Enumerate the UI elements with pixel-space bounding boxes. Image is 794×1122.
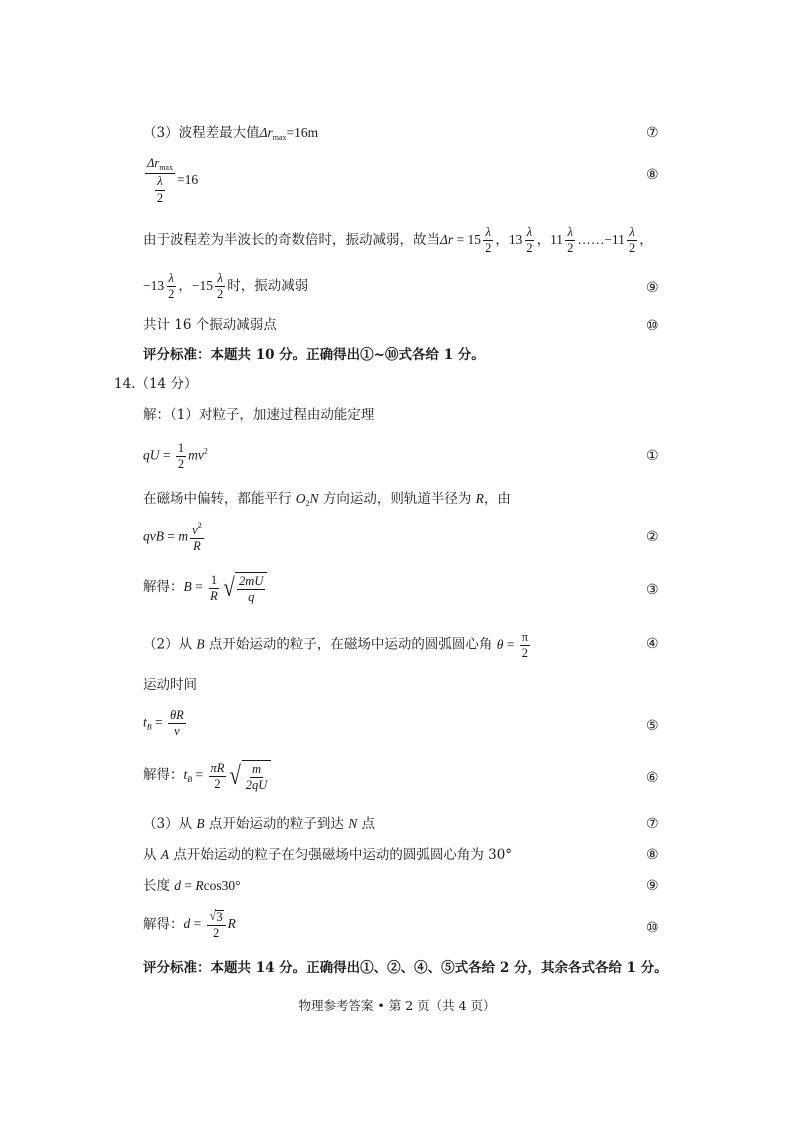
- eq-kinetic-energy: qU = $\frac{1}{2}$ $mv^2$: [143, 441, 208, 472]
- eq-number-8b: ⑧: [646, 847, 659, 863]
- eq-number-9b: ⑨: [646, 878, 659, 894]
- scoring-q14: 评分标准：本题共 14 分。正确得出①、②、④、⑤式各给 2 分，其余各式各给 1 分。: [143, 960, 668, 976]
- line-part3-reach-N: （3）从 B 点开始运动的粒子到达 N 点: [143, 816, 376, 832]
- eq-number-6: ⑥: [646, 770, 659, 786]
- eq-solve-d: 解得：d = √ 3 2 R: [143, 909, 236, 941]
- page-footer: 物理参考答案 • 第 2 页（共 4 页）: [298, 998, 496, 1013]
- scoring-q13: 评分标准：本题共 10 分。正确得出①~⑩式各给 1 分。: [143, 347, 485, 363]
- fraction-delta-r-over-half-lambda: $\frac{\Delta r_{max}}{\frac{\lambda}{2}}$: [147, 156, 173, 205]
- eq-number-9a: ⑨: [646, 280, 659, 296]
- eq-number-1: ①: [646, 448, 659, 464]
- eq-time-tB: $t_B$ = $\frac{\theta R}{v}$: [143, 708, 184, 739]
- line-deflection: 在磁场中偏转，都能平行 $O_2N$ 方向运动，则轨道半径为 R，由: [143, 491, 511, 508]
- line-part2-angle: （2）从 B 点开始运动的粒子，在磁场中运动的圆弧圆心角 θ = $\frac{\pi}{2}$: [143, 630, 529, 661]
- line-odd-half-wavelength: 由于波程差为半波长的奇数倍时，振动减弱，故当Δr = 15 $\frac{\lambda}{2}$ ，13 $\frac{\lambda}{2}$ ，11 $\frac{\lambda}{2}$ ……−11 $\frac{\lambda}{2}$ ，: [143, 225, 653, 256]
- eq-number-8a: ⑧: [646, 167, 659, 183]
- eq-number-4: ④: [646, 636, 659, 652]
- eq-number-10b: ⑩: [646, 920, 659, 936]
- line-motion-time: 运动时间: [143, 677, 197, 693]
- q14-solve-1: 解：（1）对粒子，加速过程由动能定理: [143, 407, 375, 423]
- line-ratio-16: $\frac{\Delta r_{max}}{\frac{\lambda}{2}}$ =16: [147, 156, 199, 205]
- line-part3-from-A: 从 A 点开始运动的粒子在匀强磁场中运动的圆弧圆心角为 30°: [143, 847, 513, 863]
- q14-header: 14.（14 分）: [114, 376, 198, 392]
- eq-number-7b: ⑦: [646, 816, 659, 832]
- line-length-d: 长度 d = Rcos30°: [143, 878, 241, 894]
- line-total-points: 共计 16 个振动减弱点: [143, 317, 277, 333]
- eq-solve-B: 解得：B = $\frac{1}{R}$ √ $\frac{2mU}{q}$: [143, 572, 267, 604]
- eq-number-7a: ⑦: [646, 125, 659, 141]
- line-negative-terms: −13 $\frac{\lambda}{2}$ ，−15 $\frac{\lambda}{2}$ 时，振动减弱: [143, 271, 309, 302]
- eq-number-5: ⑤: [646, 718, 659, 734]
- eq-number-2: ②: [646, 529, 659, 545]
- eq-lorentz: qvB = m $\frac{v^2}{R}$: [143, 521, 202, 554]
- eq-solve-tB: 解得：$t_B$ = $\frac{\pi R}{2}$ √ $\frac{m}{2qU}$: [143, 760, 271, 792]
- eq-number-3: ③: [646, 582, 659, 598]
- line-max-path-diff: （3）波程差最大值$\Delta r_{max}=16m$: [143, 125, 319, 142]
- eq-number-10a: ⑩: [646, 318, 659, 334]
